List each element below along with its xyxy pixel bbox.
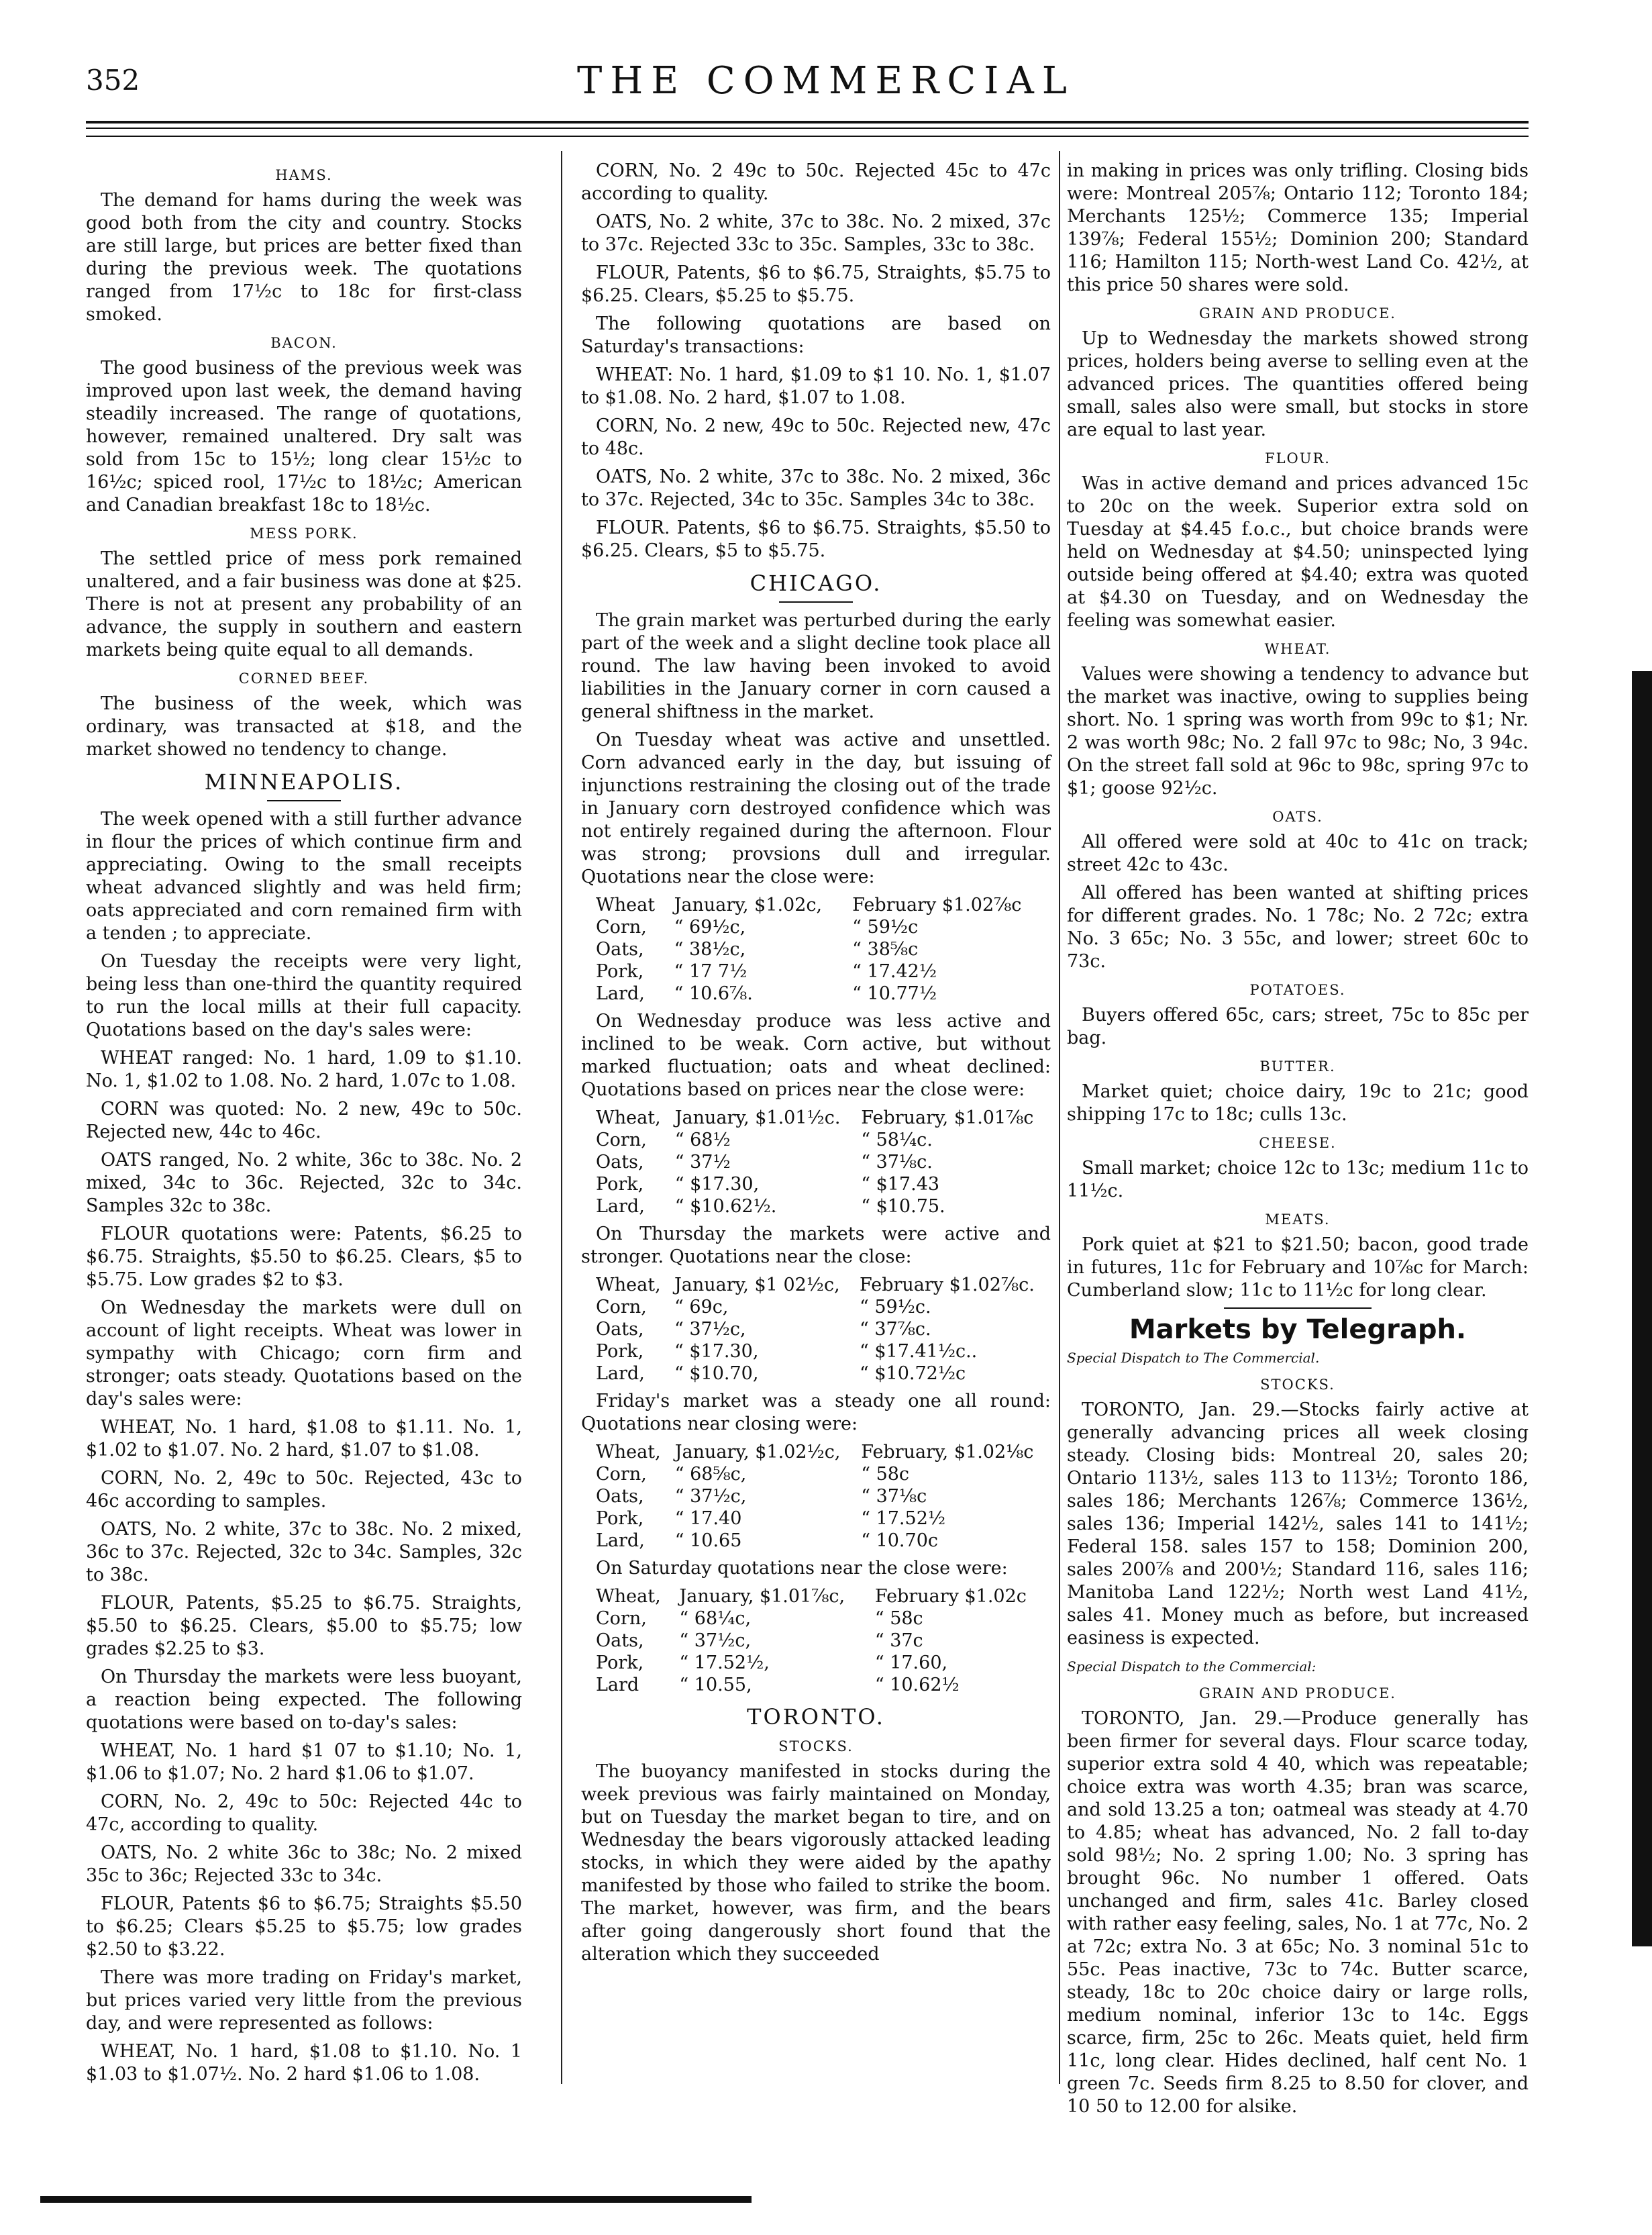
- section-heading-cheese: CHEESE.: [1259, 1135, 1337, 1151]
- table-cell: February, $1.02⅛c: [861, 1442, 1034, 1462]
- table-cell: “ 10.65: [674, 1530, 742, 1551]
- section-heading-flour: FLOUR.: [1265, 450, 1331, 466]
- subheading-grain: GRAIN AND PRODUCE.: [1199, 1685, 1396, 1701]
- table-cell: Corn,: [596, 1297, 647, 1318]
- table-cell: “ 59½c.: [859, 1297, 931, 1318]
- telegraph-grain-paragraph: TORONTO, Jan. 29.—Produce generally has been firmer for several days. Flour scarce today, superior extra sold 4 40, which was repeatable; choice extra was worth 4.35; bran was scarce, and sold 13.25 a ton; oatmeal was steady at 4.70 to 4.85; wheat has advanced, No. 2 fall to-day sold 98½; No. 2 spring 1.00; No. 3 spring has brought 96c. No number 1 offered. Oats unchanged and firm, sales 41c. Barley closed with rather easy feeling, sales, No. 1 at 77c, No. 2 at 72c; extra No. 3 at 65c; No. 3 nominal 51c to 55c. Peas inactive, 73c to 74c. Butter scarce, steady, 18c to 20c choice dairy or large rolls, medium nominal, inferior 13c to 14c. Eggs scarce, firm, 25c to 26c. Meats quiet, held firm 11c, long clear. Hides declined, half cent No. 1 green 7c. Seeds firm 8.25 to 8.50 for clover, and 10 50 to 12.00 for alsike.: [1067, 1708, 1529, 2117]
- table-cell: Oats,: [596, 1319, 644, 1340]
- section-heading-toronto: TORONTO.: [747, 1704, 885, 1730]
- table-cell: “ 68⅝c,: [674, 1464, 747, 1485]
- article-paragraph: FLOUR, Patents, $5.25 to $6.75. Straights, $5.50 to $6.25. Clears, $5.00 to $5.75; low grades $2.25 to $3.: [86, 1593, 522, 1659]
- table-row: [581, 1630, 1051, 1652]
- section-heading-telegraph: Markets by Telegraph.: [1129, 1314, 1467, 1345]
- article-paragraph: OATS ranged, No. 2 white, 36c to 38c. No. 2 mixed, 34c to 36c. Rejected, 32c to 34c. Samples 32c to 38c.: [86, 1150, 522, 1216]
- article-paragraph: WHEAT ranged: No. 1 hard, 1.09 to $1.10. No. 1, $1.02 to 1.08. No. 2 hard, 1.07c to 1.08.: [86, 1048, 522, 1091]
- section-heading-grain: GRAIN AND PRODUCE.: [1199, 305, 1396, 321]
- butter-paragraph: Market quiet; choice dairy, 19c to 21c; good shipping 17c to 18c; culls 13c.: [1067, 1081, 1529, 1125]
- table-cell: Wheat: [596, 895, 656, 915]
- masthead-title: THE COMMERCIAL: [577, 59, 1075, 103]
- table-cell: “ $17.30,: [674, 1341, 759, 1362]
- table-cell: Wheat,: [596, 1586, 661, 1607]
- barley-paragraph: All offered has been wanted at shifting prices for different grades. No. 1 78c; No. 2 72c; extra No. 3 65c; No. 3 55c, and lower; street 60c to 73c.: [1067, 883, 1529, 972]
- section-heading-chicago: CHICAGO.: [750, 570, 882, 596]
- table-cell: Corn,: [596, 917, 647, 938]
- table-cell: “ $10.70,: [674, 1363, 759, 1384]
- table-cell: “ 37⅛c: [861, 1486, 927, 1507]
- column-1: [86, 160, 522, 2091]
- table-cell: “ 10.55,: [679, 1675, 752, 1695]
- section-heading-minneapolis: MINNEAPOLIS.: [204, 769, 404, 795]
- table-cell: Corn,: [596, 1464, 647, 1485]
- table-row: [581, 983, 1051, 1005]
- table-cell: “ 38½c,: [674, 939, 746, 960]
- table-cell: Corn,: [596, 1130, 647, 1150]
- article-paragraph: There was more trading on Friday's market, but prices varied very little from the previous day, and were represented as follows:: [86, 1967, 522, 2034]
- table-cell: January, $1.01½c.: [674, 1107, 841, 1128]
- article-paragraph: CORN, No. 2 new, 49c to 50c. Rejected new, 47c to 48c.: [581, 415, 1051, 459]
- table-cell: January, $1 02½c,: [674, 1275, 840, 1295]
- telegraph-stocks-paragraph: TORONTO, Jan. 29.—Stocks fairly active at generally advancing prices all week closing steady. Closing bids: Montreal 20, sales 20; Ontario 113½, sales 113 to 113½; Toronto 186, sales 186; Merchants 126⅞; Commerce 136½, sales 136; Imperial 142½, sales 141 to 141½; Federal 158. sales 157 to 158; Dominion 200, sales 200⅞ and 200½; Standard 116, sales 116; Manitoba Land 122½; North west Land 41½, sales 41. Money much as before, but increased easiness is expected.: [1067, 1399, 1529, 1648]
- table-row: [581, 1151, 1051, 1173]
- table-cell: “ 17.60,: [874, 1652, 948, 1673]
- article-paragraph: WHEAT, No. 1 hard, $1.08 to $1.11. No. 1, $1.02 to $1.07. No. 2 hard, $1.07 to $1.08.: [86, 1417, 522, 1460]
- table-cell: “ 10.6⅞.: [674, 983, 753, 1004]
- table-cell: Oats,: [596, 939, 644, 960]
- article-paragraph: WHEAT, No. 1 hard $1 07 to $1.10; No. 1, $1.06 to $1.07; No. 2 hard $1.06 to $1.07.: [86, 1740, 522, 1784]
- article-paragraph: FLOUR, Patents $6 to $6.75; Straights $5.50 to $6.25; Clears $5.25 to $5.75; low grades $2.50 to $3.22.: [86, 1893, 522, 1960]
- table-cell: Wheat,: [596, 1275, 661, 1295]
- table-row: [581, 916, 1051, 938]
- table-row: [581, 1652, 1051, 1674]
- page-number: 352: [86, 64, 140, 97]
- table-cell: Lard,: [596, 1363, 645, 1384]
- table-cell: “ 37⅞c.: [859, 1319, 931, 1340]
- table-cell: “ 17 7½: [674, 961, 747, 982]
- article-paragraph: On Tuesday the receipts were very light, being less than one-third the quantity required to run the local mills at their full capacity. Quotations based on the day's sales were:: [86, 951, 522, 1040]
- section-heading-hams: HAMS.: [275, 167, 333, 183]
- dateline: Special Dispatch to The Commercial.: [1067, 1350, 1320, 1366]
- table-row: [581, 960, 1051, 983]
- table-cell: January, $1.02½c,: [674, 1442, 841, 1462]
- article-paragraph: FLOUR quotations were: Patents, $6.25 to $6.75. Straights, $5.50 to $6.25. Clears, $5 to $5.75. Low grades $2 to $3.: [86, 1224, 522, 1290]
- table-cell: Corn,: [596, 1608, 647, 1629]
- table-cell: Lard: [596, 1675, 639, 1695]
- table-row: [581, 1107, 1051, 1129]
- toronto-paragraph: The buoyancy manifested in stocks during the week previous was fairly maintained on Monday, but on Tuesday the market began to tire, and on Wednesday the bears vigorously attacked leading stocks, in which they were aided by the apathy manifested by those who failed to strike the boom. The market, however, was firm, and the bears after going dangerously short found that the alteration which they succeeded: [581, 1761, 1051, 1965]
- table-cell: “ $10.62½.: [674, 1196, 777, 1217]
- table-cell: Pork,: [596, 1508, 644, 1529]
- article-paragraph: WHEAT, No. 1 hard, $1.08 to $1.10. No. 1 $1.03 to $1.07½. No. 2 hard $1.06 to 1.08.: [86, 2041, 522, 2085]
- table-cell: “ $17.43: [861, 1174, 940, 1195]
- header-rule-thin-2: [86, 136, 1529, 137]
- quotation-table-saturday: [581, 1585, 1051, 1696]
- section-heading-oats: OATS.: [1272, 809, 1323, 825]
- grain-paragraph: Up to Wednesday the markets showed strong prices, holders being averse to selling even at the advanced prices. The quantities offered being small, sales also were small, but stocks in store are equal to last year.: [1067, 328, 1529, 440]
- table-cell: “ 68½: [674, 1130, 731, 1150]
- header-rule-thin: [86, 128, 1529, 129]
- quotation-table-tuesday: [581, 894, 1051, 1005]
- table-cell: Oats,: [596, 1152, 644, 1173]
- table-row: [581, 1296, 1051, 1318]
- table-row: [581, 1441, 1051, 1463]
- table-row: [581, 1318, 1051, 1340]
- column-3: [1067, 160, 1529, 2124]
- table-cell: “ 10.62½: [874, 1675, 960, 1695]
- section-heading-butter: BUTTER.: [1259, 1058, 1336, 1075]
- flour-paragraph: Was in active demand and prices advanced 15c to 20c on the week. Superior extra sold on Tuesday at $4.45 f.o.c., but choice brands were held on Wednesday at $4.50; uninspected lying outside being offered at $4.40; extra was quoted at $4.30 on Tuesday, and on Wednesday the feeling was somewhat easier.: [1067, 473, 1529, 631]
- table-cell: February, $1.01⅞c: [861, 1107, 1034, 1128]
- table-cell: “ 68¼c,: [679, 1608, 752, 1629]
- article-paragraph: On Thursday the markets were less buoyant, a reaction being expected. The following quotations were based on to-day's sales:: [86, 1667, 522, 1733]
- table-cell: “ $10.72½c: [859, 1363, 966, 1384]
- article-paragraph: OATS, No. 2 white, 37c to 38c. No. 2 mixed, 36c to 37c. Rejected, 32c to 34c. Samples, 32c to 38c.: [86, 1519, 522, 1585]
- article-paragraph: CORN was quoted: No. 2 new, 49c to 50c. Rejected new, 44c to 46c.: [86, 1099, 522, 1142]
- separator: [267, 800, 341, 801]
- column-divider-1: [561, 151, 562, 2084]
- chicago-paragraph: On Saturday quotations near the close were:: [596, 1558, 1008, 1579]
- table-row: [581, 1129, 1051, 1151]
- table-cell: “ 10.77½: [852, 983, 937, 1004]
- bacon-paragraph: The good business of the previous week was improved upon last week, the demand having steadily increased. The range of quotations, however, remained unaltered. Dry salt was sold from 15c to 15½; long clear 15½c to 16½c; spiced rool, 17½c to 18½c; American and Canadian breakfast 18c to 18½c.: [86, 358, 522, 515]
- table-cell: “ $17.30,: [674, 1174, 760, 1195]
- chicago-paragraph: On Wednesday produce was less active and inclined to be weak. Corn active, but without marked fluctuation; oats and wheat declined: Quotations based on prices near the close were:: [581, 1011, 1051, 1100]
- table-cell: “ $10.75.: [861, 1196, 945, 1217]
- article-paragraph: OATS, No. 2 white, 37c to 38c. No. 2 mixed, 36c to 37c. Rejected, 34c to 35c. Samples 34c to 38c.: [581, 466, 1051, 510]
- article-paragraph: On Wednesday the markets were dull on account of light receipts. Wheat was lower in sympathy with Chicago; corn firm and stronger; oats steady. Quotations based on the day's sales were:: [86, 1297, 522, 1409]
- table-row: [581, 938, 1051, 960]
- table-cell: Pork,: [596, 1652, 644, 1673]
- table-cell: “ 37½: [674, 1152, 731, 1173]
- table-cell: January, $1.01⅞c,: [679, 1586, 845, 1607]
- table-cell: “ 58¼c.: [861, 1130, 933, 1150]
- article-paragraph: The week opened with a still further advance in flour the prices of which continue firm and appreciating. Owing to the small receipts wheat advanced slightly and was held firm; oats appreciated and corn remained firm with a tenden ; to appreciate.: [86, 809, 522, 944]
- chicago-paragraph: The grain market was perturbed during the early part of the week and a slight decline took place all round. The law having been invoked to avoid liabilities in the January corner in corn caused a general shiftness in the market.: [581, 610, 1051, 722]
- table-cell: “ 58c: [861, 1464, 910, 1485]
- table-cell: February $1.02c: [874, 1586, 1027, 1607]
- chicago-paragraph: On Thursday the markets were active and stronger. Quotations near the close:: [581, 1224, 1051, 1267]
- table-cell: “ 37c: [874, 1630, 923, 1651]
- table-row: [581, 1507, 1051, 1530]
- quotation-table-thursday: [581, 1274, 1051, 1385]
- corned-beef-paragraph: The business of the week, which was ordinary, was transacted at $18, and the market showed no tendency to change.: [86, 693, 522, 760]
- table-cell: Wheat,: [596, 1442, 661, 1462]
- table-cell: “ 37½c,: [679, 1630, 752, 1651]
- table-cell: “ 59½c: [852, 917, 919, 938]
- subheading-stocks: STOCKS.: [1260, 1377, 1335, 1393]
- table-cell: “ 38⅝c: [852, 939, 919, 960]
- article-paragraph: OATS, No. 2 white, 37c to 38c. No. 2 mixed, 37c to 37c. Rejected 33c to 35c. Samples, 33c to 38c.: [581, 211, 1051, 255]
- table-cell: Lard,: [596, 983, 645, 1004]
- article-paragraph: CORN, No. 2, 49c to 50c. Rejected, 43c to 46c according to samples.: [86, 1468, 522, 1511]
- table-cell: February $1.02⅞c: [852, 895, 1022, 915]
- subheading-stocks: STOCKS.: [778, 1738, 854, 1754]
- article-paragraph: OATS, No. 2 white 36c to 38c; No. 2 mixed 35c to 36c; Rejected 33c to 34c.: [86, 1842, 522, 1886]
- wheat-paragraph: Values were showing a tendency to advance but the market was inactive, owing to supplies being short. No. 1 spring was worth from 99c to $1; Nr. 2 was worth 98c; No. 2 fall 97c to 98c; No, 3 94c. On the street fall sold at 96c to 98c, spring 97c to $1; goose 92½c.: [1067, 664, 1529, 799]
- table-row: [581, 1463, 1051, 1485]
- table-cell: Pork,: [596, 1174, 644, 1195]
- table-cell: “ 69½c,: [674, 917, 746, 938]
- cheese-paragraph: Small market; choice 12c to 13c; medium 11c to 11½c.: [1067, 1158, 1529, 1201]
- table-cell: January, $1.02c,: [674, 895, 823, 915]
- table-cell: Pork,: [596, 1341, 644, 1362]
- table-row: [581, 1195, 1051, 1218]
- potatoes-paragraph: Buyers offered 65c, cars; street, 75c to 85c per bag.: [1067, 1005, 1529, 1048]
- table-cell: Oats,: [596, 1630, 644, 1651]
- table-cell: “ 58c: [874, 1608, 923, 1629]
- separator: [1224, 1307, 1372, 1309]
- chicago-paragraph: Friday's market was a steady one all round: Quotations near closing were:: [581, 1391, 1051, 1434]
- table-cell: “ 17.52½: [861, 1508, 946, 1529]
- article-paragraph: FLOUR. Patents, $6 to $6.75. Straights, $5.50 to $6.25. Clears, $5 to $5.75.: [581, 517, 1051, 561]
- table-cell: “ 17.42½: [852, 961, 937, 982]
- section-heading-mess-pork: MESS PORK.: [250, 526, 358, 542]
- separator: [779, 601, 853, 603]
- table-cell: “ 69c,: [674, 1297, 729, 1318]
- article-paragraph: CORN, No. 2 49c to 50c. Rejected 45c to 47c according to quality.: [581, 160, 1051, 204]
- table-cell: Pork,: [596, 961, 644, 982]
- column-2: [581, 160, 1051, 1971]
- table-row: [581, 1173, 1051, 1195]
- section-heading-potatoes: POTATOES.: [1249, 982, 1346, 998]
- table-cell: Lard,: [596, 1196, 645, 1217]
- column-divider-2: [1059, 151, 1060, 2084]
- header-rule-thick: [86, 121, 1529, 123]
- table-cell: Wheat,: [596, 1107, 661, 1128]
- article-paragraph: CORN, No. 2, 49c to 50c: Rejected 44c to 47c, according to quality.: [86, 1791, 522, 1835]
- oats-paragraph: All offered were sold at 40c to 41c on track; street 42c to 43c.: [1067, 832, 1529, 875]
- table-row: [581, 1274, 1051, 1296]
- article-paragraph: WHEAT: No. 1 hard, $1.09 to $1 10. No. 1, $1.07 to $1.08. No. 2 hard, $1.07 to 1.08.: [581, 364, 1051, 408]
- table-cell: “ 10.70c: [861, 1530, 938, 1551]
- table-row: [581, 1585, 1051, 1607]
- table-cell: “ 17.40: [674, 1508, 742, 1529]
- dateline: Special Dispatch to the Commercial:: [1067, 1658, 1317, 1675]
- section-heading-meats: MEATS.: [1265, 1211, 1331, 1228]
- hams-paragraph: The demand for hams during the week was good both from the city and country. Stocks are still large, but prices are better fixed than during the previous week. The quotations ranged from 17½c to 18c for first-class smoked.: [86, 190, 522, 325]
- table-cell: “ 37½c,: [674, 1486, 747, 1507]
- meats-paragraph: Pork quiet at $21 to $21.50; bacon, good trade in futures, 11c for February and 10⅞c for March: Cumberland slow; 11c to 11½c for long clear.: [1067, 1234, 1529, 1301]
- table-cell: Oats,: [596, 1486, 644, 1507]
- mess-pork-paragraph: The settled price of mess pork remained unaltered, and a fair business was done at $25. There is not at present any probability of an advance, the supply in southern and eastern markets being quite equal to all demands.: [86, 548, 522, 660]
- table-row: [581, 1485, 1051, 1507]
- table-row: [581, 1674, 1051, 1696]
- article-paragraph: The following quotations are based on Saturday's transactions:: [581, 313, 1051, 357]
- scan-edge-bar: [1632, 671, 1652, 1946]
- quotation-table-friday: [581, 1441, 1051, 1552]
- section-heading-corned-beef: CORNED BEEF.: [238, 670, 370, 687]
- section-heading-bacon: BACON.: [270, 335, 338, 351]
- table-cell: February $1.02⅞c.: [859, 1275, 1035, 1295]
- article-paragraph: in making in prices was only trifling. Closing bids were: Montreal 205⅞; Ontario 112; Toronto 184; Merchants 125½; Commerce 135; Imperial 139⅞; Federal 155½; Dominion 200; Standard 116; Hamilton 115; North-west Land Co. 42½, at this price 50 shares were sold.: [1067, 160, 1529, 295]
- table-cell: “ $17.41½c..: [859, 1341, 978, 1362]
- article-paragraph: FLOUR, Patents, $6 to $6.75, Straights, $5.75 to $6.25. Clears, $5.25 to $5.75.: [581, 262, 1051, 306]
- table-cell: “ 37½c,: [674, 1319, 746, 1340]
- section-heading-wheat: WHEAT.: [1264, 641, 1331, 657]
- table-row: [581, 894, 1051, 916]
- quotation-table-wednesday: [581, 1107, 1051, 1218]
- table-row: [581, 1340, 1051, 1362]
- table-cell: Lard,: [596, 1530, 645, 1551]
- table-row: [581, 1607, 1051, 1630]
- table-row: [581, 1530, 1051, 1552]
- scan-bottom-bar: [40, 2196, 752, 2203]
- table-cell: “ 37⅛c.: [861, 1152, 933, 1173]
- table-cell: “ 17.52½,: [679, 1652, 770, 1673]
- chicago-paragraph: On Tuesday wheat was active and unsettled. Corn advanced early in the day, but issuing of injunctions restraining the closing out of the trade in January corn destroyed confidence which was not entirely regained during the afternoon. Flour was strong; provsions dull and irregular. Quotations near the close were:: [581, 730, 1051, 887]
- table-row: [581, 1362, 1051, 1385]
